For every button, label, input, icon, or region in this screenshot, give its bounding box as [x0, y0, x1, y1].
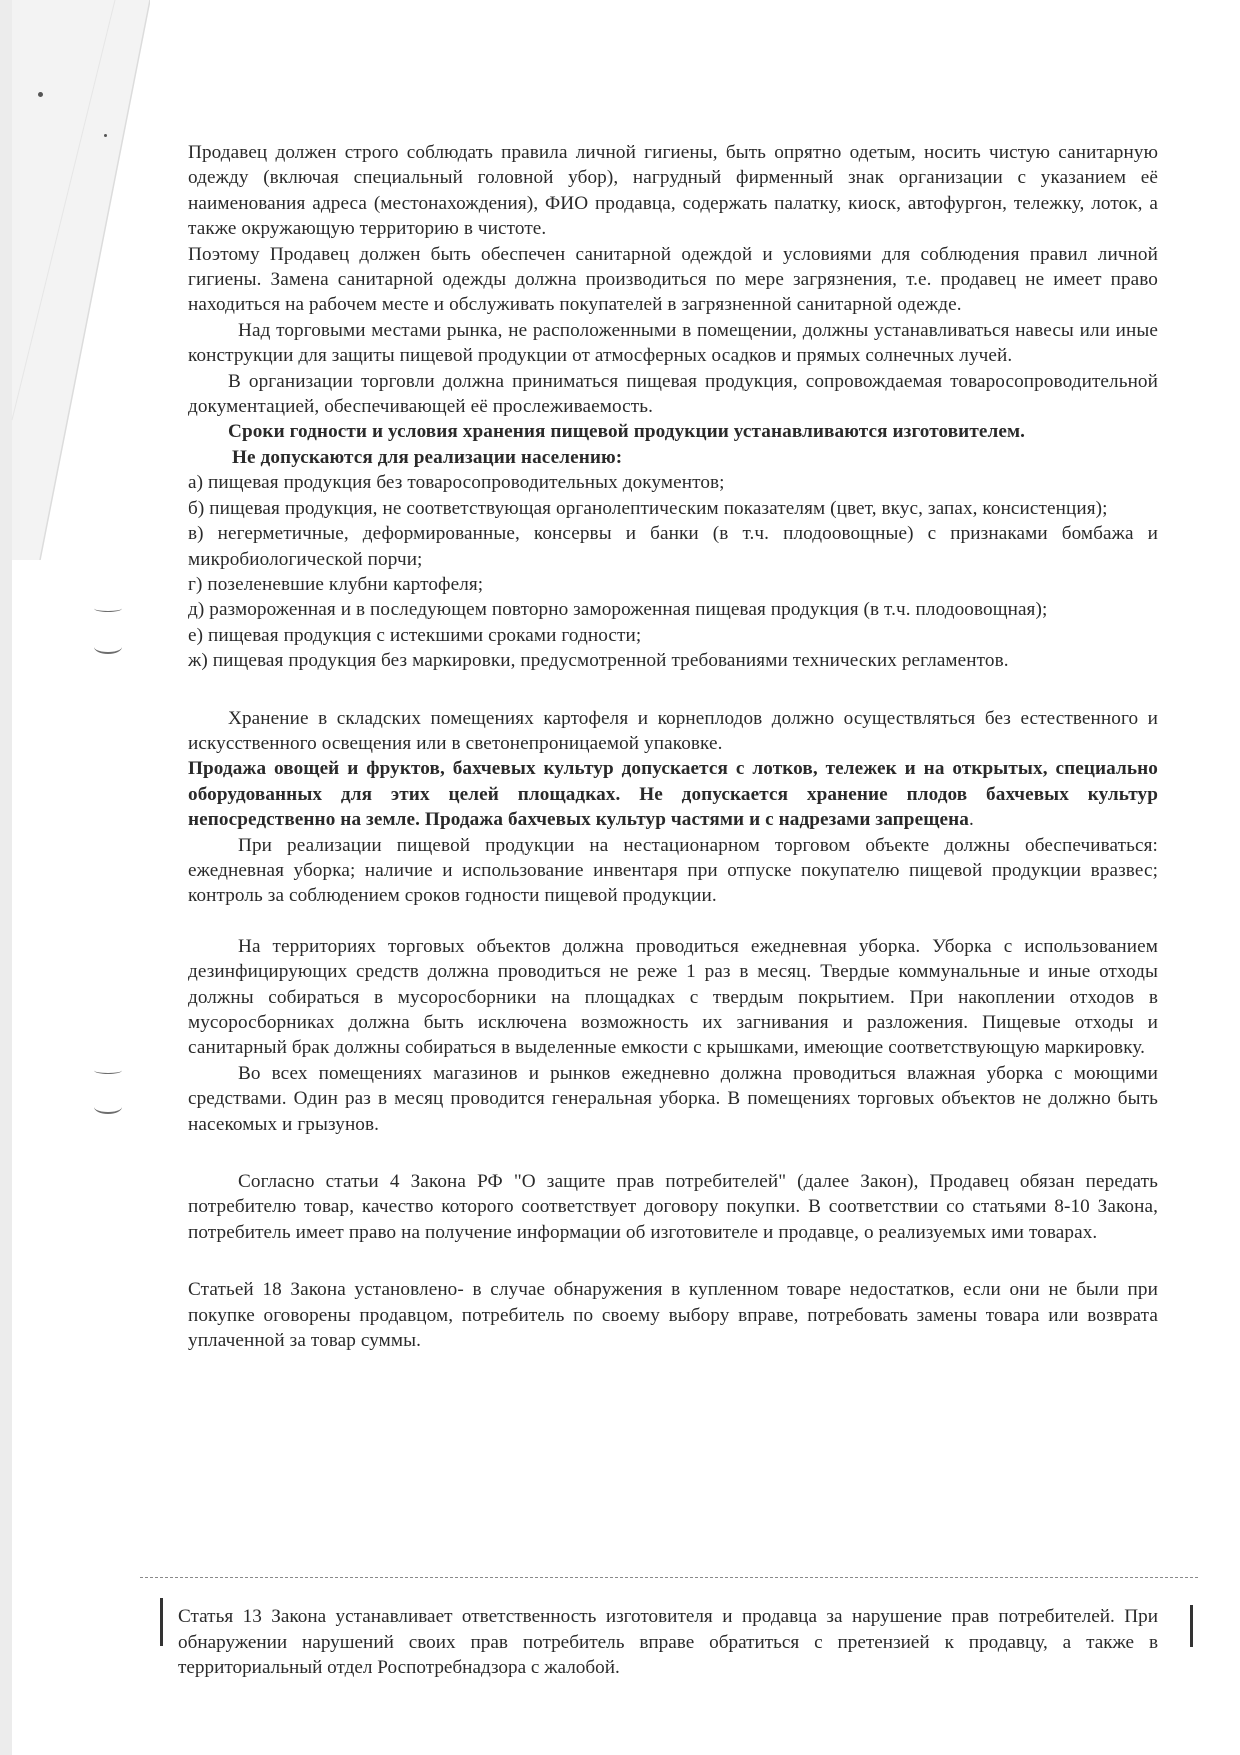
paragraph-mobile-trade: При реализации пищевой продукции на нестационарном торговом объекте должны обеспечиваться: ежедневная уборка; наличие и использование инвентаря при отпуске покупателю пищевой продукции вразвес; контроль за соблюдением сроков годности пищевой продукции.: [188, 834, 1158, 907]
list-item: е) пищевая продукция с истекшими сроками годности;: [188, 624, 642, 646]
document-body: [188, 140, 1158, 1353]
punch-hole-mark: [94, 605, 122, 612]
dashed-separator: [140, 1577, 1198, 1578]
list-item: б) пищевая продукция, не соответствующая органолептическим показателям (цвет, вкус, запах, консистенция);: [188, 497, 1108, 519]
paragraph-article-18: Статьей 18 Закона установлено- в случае обнаружения в купленном товаре недостатков, если они не были при покупке оговорены продавцом, потребитель по своему выбору вправе, потребовать замены товара или возврата уплаченной за товар суммы.: [188, 1279, 1158, 1352]
list-item: г) позеленевшие клубни картофеля;: [188, 573, 484, 595]
paragraph-consumer-rights-article-4: Согласно статьи 4 Закона РФ "О защите прав потребителей" (далее Закон), Продавец обязан передать потребителю товар, качество которого соответствует договору покупки. В соответствии со статьями 8-10 Закона, потребитель имеет право на получение информации об изготовителе и продавце, о реализуемых ими товарах.: [188, 1171, 1158, 1243]
paragraph-melon-sales-tail: .: [968, 809, 974, 831]
list-item: в) негерметичные, деформированные, консервы и банки (в т.ч. плодоовощные) с признаками бомбажа и микробиологической порчи;: [188, 523, 1158, 570]
paragraph-melon-sales: [188, 756, 1158, 832]
list-item: ж) пищевая продукция без маркировки, предусмотренной требованиями технических регламентов.: [188, 650, 1009, 672]
paragraph-article-13: Статья 13 Закона устанавливает ответственность изготовителя и продавца за нарушение прав потребителей. При обнаружении нарушений своих прав потребитель вправе обратиться с претензией к продавцу, а также в территориальный отдел Роспотребнадзора с жалобой.: [178, 1606, 1158, 1678]
punch-hole-mark: [94, 1100, 122, 1114]
punch-hole-mark: [94, 1067, 122, 1074]
scan-speck: [104, 134, 107, 137]
paragraph-potato-storage: Хранение в складских помещениях картофеля и корнеплодов должно осуществляться без естественного и искусственного освещения или в светонепроницаемой упаковке.: [188, 707, 1158, 754]
paragraph-wet-cleaning: Во всех помещениях магазинов и рынков ежедневно должна проводиться влажная уборка с моющими средствами. Один раз в месяц проводится генеральная уборка. В помещениях торговых объектов не должно быть насекомых и грызунов.: [188, 1062, 1158, 1135]
paragraph-market-canopies: Над торговыми местами рынка, не расположенными в помещении, должны устанавливаться навесы или иные конструкции для защиты пищевой продукции от атмосферных осадков и прямых солнечных лучей.: [188, 319, 1158, 367]
paragraph-accompanying-documents: В организации торговли должна приниматься пищевая продукция, сопровождаемая товаросопроводительной документацией, обеспечивающей её прослеживаемость.: [188, 370, 1158, 418]
margin-bracket-right: [1190, 1605, 1193, 1647]
paragraph-seller-hygiene: Продавец должен строго соблюдать правила личной гигиены, быть опрятно одетым, носить чистую санитарную одежду (включая специальный головной убор), нагрудный фирменный знак организации с указанием её наименования адреса (местонахождения), ФИО продавца, содержать палатку, киоск, автофургон, тележку, лоток, а также окружающую территорию в чистоте.: [188, 142, 1158, 240]
list-item: а) пищевая продукция без товаросопроводительных документов;: [188, 472, 725, 494]
list-item: д) размороженная и в последующем повторно замороженная пищевая продукция (в т.ч. плодоовощная);: [188, 599, 1048, 621]
folded-corner: [0, 0, 150, 560]
paragraph-territory-cleaning: На территориях торговых объектов должна проводиться ежедневная уборка. Уборка с использованием дезинфицирующих средств должна проводиться не реже 1 раз в месяц. Твердые коммунальные и иные отходы должны собираться в мусоросборники на площадках с твердым покрытием. При накоплении отходов в мусоросборниках должна быть исключена возможность их загнивания и разложения. Пищевые отходы и санитарный брак должны собираться в выделенные емкости с крышками, имеющие соответствующую маркировку.: [188, 935, 1158, 1059]
paragraph-melon-sales-bold: Продажа овощей и фруктов, бахчевых культур допускается с лотков, тележек и на открытых, специально оборудованных для этих целей площадках. Не допускается хранение плодов бахчевых культур непосредственно на земле. Продажа бахчевых культур частями и с надрезами запрещена: [188, 758, 1158, 831]
list-heading-not-allowed: Не допускаются для реализации населению:: [232, 446, 623, 468]
paragraph-sanitary-clothing: Поэтому Продавец должен быть обеспечен санитарной одеждой и условиями для соблюдения правил личной гигиены. Замена санитарной одежды должна производиться по мере загрязнения, т.е. продавец не имеет право находиться на рабочем месте и обслуживать покупателей в загрязненной санитарной одежде.: [188, 243, 1158, 316]
not-allowed-list: [188, 470, 1158, 673]
paragraph-shelf-life: Сроки годности и условия хранения пищевой продукции устанавливаются изготовителем.: [228, 421, 1026, 443]
punch-hole-mark: [94, 640, 122, 654]
scan-speck: [38, 92, 43, 97]
margin-bracket-left: [160, 1598, 163, 1646]
